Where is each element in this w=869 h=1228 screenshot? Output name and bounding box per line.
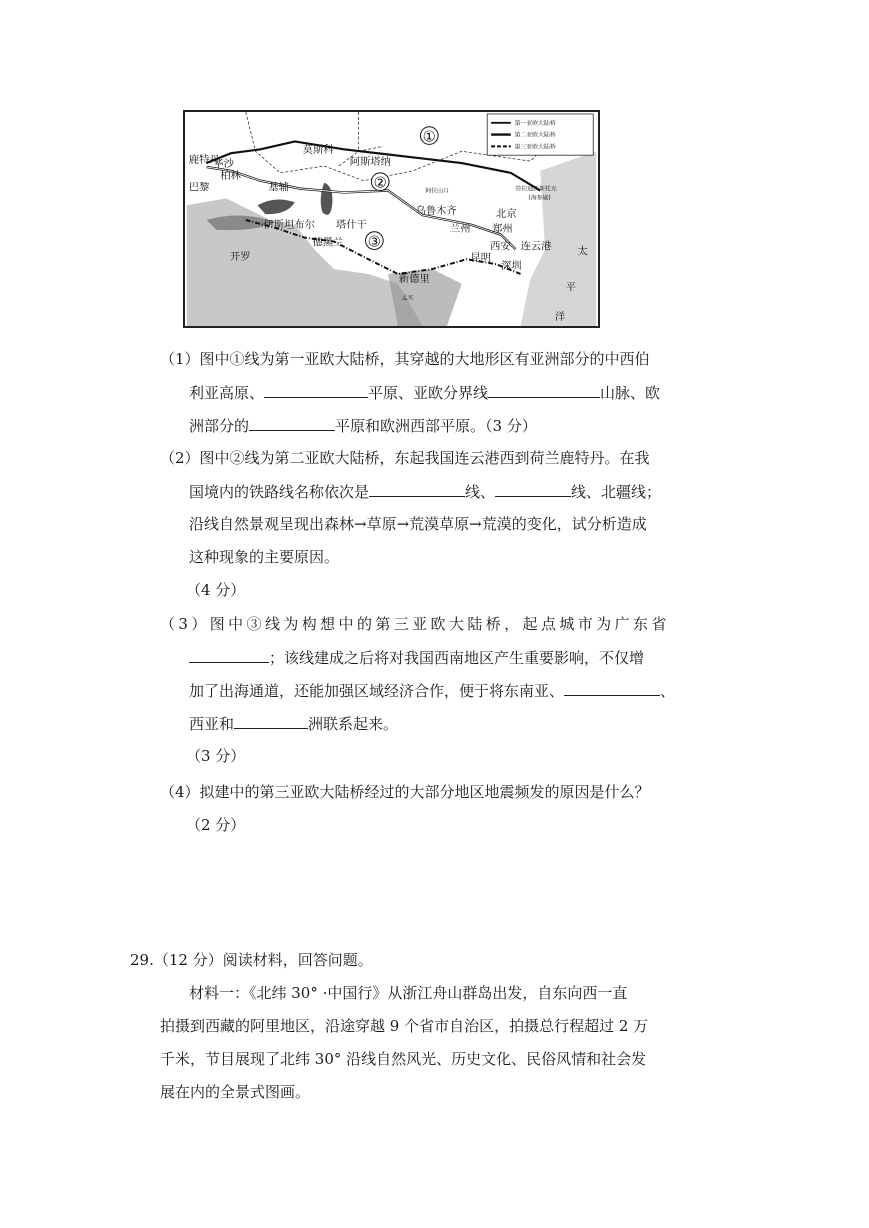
q1-text-2c: 山脉、欧: [600, 384, 661, 402]
city-moscow: 莫斯科: [302, 144, 334, 157]
city-alashankou: 阿拉山口: [425, 188, 449, 195]
q3-line-4: [189, 713, 398, 734]
q2-line-4: 这种现象的主要原因。: [189, 548, 340, 566]
q1-blank-mountain[interactable]: [488, 382, 600, 398]
city-vladivostok: 符拉迪沃斯托克: [515, 186, 557, 193]
q2-score: （4 分）: [186, 581, 246, 599]
q1-line-1: （1）图中①线为第一亚欧大陆桥，其穿越的大地形区有亚洲部分的中西伯: [160, 350, 650, 368]
q1-text-3a: 洲部分的: [189, 417, 250, 435]
marker-2: ②: [373, 174, 387, 192]
q2-text-2c: 线、北疆线；: [571, 483, 662, 501]
legend-label-3: 第三亚欧大陆桥: [514, 144, 556, 151]
eurasia-land-bridge-map: [183, 110, 600, 328]
city-tashkent: 塔什干: [336, 218, 367, 231]
q29-heading: 29.（12 分）阅读材料，回答问题。: [130, 951, 373, 969]
legend-label-2: 第二亚欧大陆桥: [514, 132, 556, 139]
city-shenzhen: 深圳: [500, 260, 522, 273]
q2-blank-rail-1[interactable]: [369, 481, 465, 497]
q2-line-3: 沿线自然景观呈现出森林→草原→荒漠草原→荒漠的变化，试分析造成: [189, 515, 647, 533]
q3-text-3a: 加了出海通道，还能加强区域经济合作，便于将东南亚、: [189, 682, 565, 700]
q2-line-1: （2）图中②线为第二亚欧大陆桥，东起我国连云港西到荷兰鹿特丹。在我: [160, 449, 650, 467]
q3-blank-region[interactable]: [564, 680, 660, 696]
ocean-label-1: 太: [577, 245, 588, 258]
city-haishenwai: (海参崴): [528, 195, 551, 202]
q29-material-line-3: 千米，节目展现了北纬 30° 沿线自然风光、历史文化、民俗风情和社会发: [160, 1050, 647, 1068]
ocean-label-2: 平: [565, 281, 577, 294]
ocean-label-3: 洋: [554, 311, 566, 324]
city-mumbai: 孟买: [401, 295, 414, 302]
q29-material-line-1: 材料一：《北纬 30° ·中国行》从浙江舟山群岛出发，自东向西一直: [189, 984, 628, 1002]
legend-label-1: 第一亚欧大陆桥: [514, 120, 556, 127]
city-lanzhou: 兰州: [449, 222, 471, 235]
city-kunming: 昆明: [470, 252, 492, 265]
q2-blank-rail-2[interactable]: [495, 481, 571, 497]
city-zhengzhou: 郑州: [492, 222, 513, 235]
q3-blank-city[interactable]: [189, 647, 269, 663]
black-sea: [258, 199, 295, 214]
city-berlin: 柏林: [220, 169, 241, 182]
q3-text-2: ；该线建成之后将对我国西南地区产生重要影响，不仅增: [269, 649, 645, 667]
q1-line-3: [189, 415, 537, 436]
city-tehran: 德黑兰: [312, 236, 344, 249]
q3-line-1: （3）图中③线为构想中的第三亚欧大陆桥，起点城市为广东省: [160, 615, 670, 633]
q2-text-2b: 线、: [465, 483, 496, 501]
q3-text-4b: 洲联系起来。: [308, 715, 399, 733]
q3-line-2: [189, 647, 644, 668]
city-kyiv: 基辅: [268, 181, 289, 194]
marker-1: ①: [422, 128, 436, 146]
city-istanbul: 伊斯坦布尔: [263, 218, 315, 231]
q29-material-line-4: 展在内的全景式图画。: [160, 1083, 311, 1101]
q1-text-2b: 平原、亚欧分界线: [368, 384, 489, 402]
caspian-sea: [321, 183, 333, 215]
city-astana: 阿斯塔纳: [349, 156, 391, 169]
city-beijing: 北京: [496, 208, 517, 221]
q3-score: （3 分）: [186, 747, 246, 765]
q4-score: （2 分）: [186, 816, 246, 834]
city-xian: 西安: [490, 240, 511, 253]
q4-line-1: （4）拟建中的第三亚欧大陆桥经过的大部分地区地震频发的原因是什么？: [160, 783, 650, 801]
marker-3: ③: [367, 233, 381, 251]
q1-line-2: [189, 382, 660, 403]
city-paris: 巴黎: [188, 181, 210, 194]
q2-line-2: [189, 481, 661, 502]
city-rotterdam: 鹿特丹: [188, 154, 220, 167]
q29-material-line-2: 拍摄到西藏的阿里地区，沿途穿越 9 个省市自治区，拍摄总行程超过 2 万: [160, 1017, 649, 1035]
q3-blank-continent[interactable]: [234, 713, 308, 729]
q3-text-4a: 西亚和: [189, 715, 235, 733]
q1-text-2a: 利亚高原、: [189, 384, 265, 402]
sea-shading-east: [521, 151, 597, 326]
q1-blank-euro-plain[interactable]: [249, 415, 335, 431]
q1-text-3b: 平原和欧洲西部平原。（3 分）: [335, 417, 537, 435]
q3-text-3b: 、: [660, 682, 676, 700]
q2-text-2a: 国境内的铁路线名称依次是: [189, 483, 370, 501]
city-cairo: 开罗: [230, 251, 251, 264]
q1-blank-plain[interactable]: [264, 382, 368, 398]
city-new-delhi: 新德里: [398, 272, 430, 285]
city-lianyungang: 连云港: [520, 240, 552, 253]
city-urumqi: 乌鲁木齐: [415, 205, 457, 218]
city-warsaw: 华沙: [213, 157, 234, 170]
map-svg: [185, 112, 598, 326]
q3-line-3: [189, 680, 675, 701]
